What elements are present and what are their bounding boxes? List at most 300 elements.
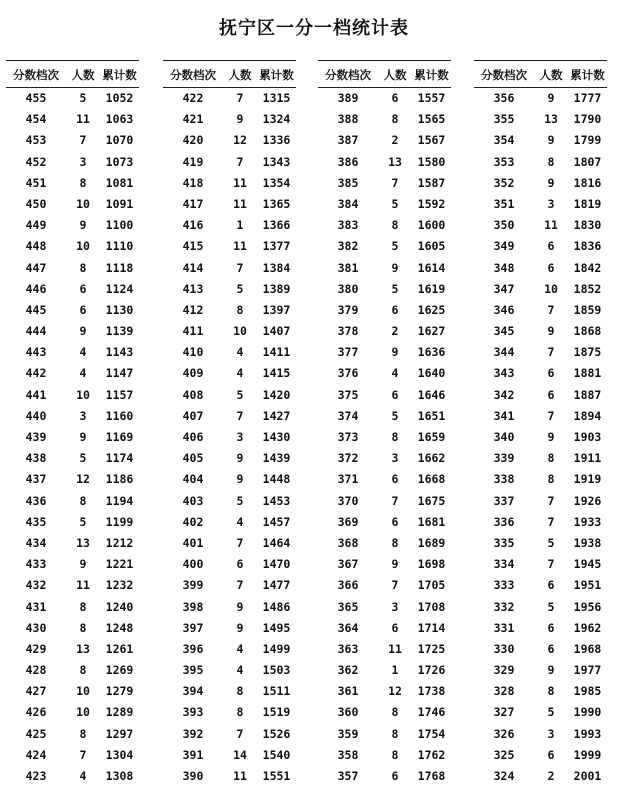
cell-score: 445 [25, 302, 47, 317]
cell-cumulative: 1881 [573, 366, 602, 381]
table-row [163, 152, 296, 173]
table-row [163, 554, 296, 575]
cell-count: 5 [236, 387, 244, 402]
cell-score: 420 [182, 133, 204, 148]
table-row [6, 427, 139, 448]
cell-score: 357 [337, 769, 359, 783]
cell-score: 452 [25, 154, 47, 169]
cell-count: 9 [236, 112, 244, 127]
cell-score: 403 [182, 493, 204, 508]
cell-score: 351 [493, 196, 515, 211]
cell-cumulative: 1951 [573, 578, 602, 593]
cell-count: 6 [391, 387, 399, 402]
cell-count: 7 [236, 154, 244, 169]
score-table-3 [318, 60, 451, 787]
cell-score: 428 [25, 663, 47, 678]
table-row [318, 385, 451, 406]
cell-cumulative: 1714 [417, 620, 446, 635]
table-row [318, 448, 451, 469]
cell-count: 8 [547, 154, 555, 169]
table-row [163, 512, 296, 533]
cell-score: 352 [493, 175, 515, 190]
cell-score: 402 [182, 514, 204, 529]
cell-cumulative: 1600 [417, 218, 446, 233]
cell-score: 340 [493, 430, 515, 444]
cell-count: 9 [236, 599, 244, 614]
table-row [318, 406, 451, 427]
table-row [474, 469, 607, 490]
cell-count: 11 [233, 175, 247, 190]
table-row [474, 533, 607, 554]
cell-count: 12 [76, 472, 90, 487]
cell-count: 9 [79, 557, 87, 572]
cell-count: 8 [79, 663, 87, 678]
cell-score: 439 [25, 430, 47, 444]
table-row [474, 152, 607, 173]
cell-score: 446 [25, 281, 47, 296]
cell-count: 5 [236, 493, 244, 508]
cell-count: 7 [547, 514, 555, 529]
table-row [163, 681, 296, 702]
cell-cumulative: 1169 [105, 430, 134, 444]
table-row [474, 427, 607, 448]
table-row [318, 300, 451, 321]
cell-cumulative: 1453 [262, 493, 291, 508]
cell-cumulative: 1675 [417, 493, 446, 508]
cell-score: 382 [337, 239, 359, 254]
cell-score: 398 [182, 599, 204, 614]
cell-cumulative: 1842 [573, 260, 602, 275]
cell-score: 392 [182, 726, 204, 741]
cell-score: 374 [337, 408, 359, 423]
cell-score: 326 [493, 726, 515, 741]
table-row [318, 554, 451, 575]
table-row [474, 194, 607, 215]
table-row [163, 533, 296, 554]
cell-score: 432 [25, 578, 47, 593]
cell-cumulative: 1448 [262, 472, 291, 487]
cell-cumulative: 1962 [573, 620, 602, 635]
cell-count: 6 [391, 514, 399, 529]
cell-score: 390 [182, 769, 204, 783]
cell-count: 11 [388, 641, 402, 656]
table-row [163, 469, 296, 490]
table-row [6, 512, 139, 533]
cell-score: 354 [493, 133, 515, 148]
cell-cumulative: 1836 [573, 239, 602, 254]
cell-cumulative: 1160 [105, 408, 134, 423]
table-row [474, 618, 607, 639]
cell-score: 395 [182, 663, 204, 678]
cell-count: 11 [233, 196, 247, 211]
cell-count: 13 [388, 154, 402, 169]
cell-cumulative: 1689 [417, 535, 446, 550]
table-row [163, 385, 296, 406]
cell-count: 5 [79, 514, 87, 529]
table-row [163, 130, 296, 151]
cell-count: 13 [76, 535, 90, 550]
cell-score: 371 [337, 472, 359, 487]
table-row [6, 342, 139, 363]
cell-cumulative: 1659 [417, 430, 446, 444]
table-row [318, 469, 451, 490]
cell-cumulative: 1365 [262, 196, 291, 211]
cell-score: 421 [182, 112, 204, 127]
cell-score: 453 [25, 133, 47, 148]
cell-cumulative: 1427 [262, 408, 291, 423]
cell-count: 9 [547, 324, 555, 339]
cell-count: 9 [391, 557, 399, 572]
table-row [6, 597, 139, 618]
cell-score: 327 [493, 705, 515, 720]
cell-count: 14 [233, 747, 247, 762]
cell-cumulative: 1130 [105, 302, 134, 317]
cell-cumulative: 1174 [105, 451, 134, 466]
table-row [163, 406, 296, 427]
cell-count: 6 [391, 91, 399, 105]
table-row [163, 491, 296, 512]
cell-count: 8 [391, 218, 399, 233]
cell-score: 437 [25, 472, 47, 487]
cell-score: 367 [337, 557, 359, 572]
cell-score: 394 [182, 684, 204, 699]
cell-score: 360 [337, 705, 359, 720]
cell-score: 368 [337, 535, 359, 550]
cell-score: 427 [25, 684, 47, 699]
cell-score: 454 [25, 112, 47, 127]
cell-count: 5 [391, 239, 399, 254]
table-row [6, 279, 139, 300]
table-row [318, 724, 451, 745]
cell-score: 372 [337, 451, 359, 466]
cell-cumulative: 1807 [573, 154, 602, 169]
cell-score: 426 [25, 705, 47, 720]
table-row [163, 321, 296, 342]
cell-cumulative: 1852 [573, 281, 602, 296]
cell-count: 7 [547, 557, 555, 572]
table-row [474, 766, 607, 787]
cell-count: 3 [236, 430, 244, 444]
table-row [163, 427, 296, 448]
cell-count: 6 [79, 302, 87, 317]
cell-count: 8 [391, 430, 399, 444]
cell-cumulative: 1587 [417, 175, 446, 190]
cell-score: 418 [182, 175, 204, 190]
cell-cumulative: 1859 [573, 302, 602, 317]
table-row [6, 109, 139, 130]
cell-count: 6 [547, 239, 555, 254]
cell-cumulative: 1324 [262, 112, 291, 127]
cell-cumulative: 1503 [262, 663, 291, 678]
table-row [6, 363, 139, 384]
cell-score: 376 [337, 366, 359, 381]
cell-score: 342 [493, 387, 515, 402]
cell-count: 1 [236, 218, 244, 233]
cell-score: 350 [493, 218, 515, 233]
cell-score: 424 [25, 747, 47, 762]
table-row [318, 342, 451, 363]
cell-count: 6 [547, 747, 555, 762]
cell-score: 366 [337, 578, 359, 593]
cell-cumulative: 1297 [105, 726, 134, 741]
cell-count: 11 [76, 112, 90, 127]
cell-count: 9 [79, 324, 87, 339]
cell-cumulative: 1470 [262, 557, 291, 572]
cell-count: 8 [391, 535, 399, 550]
cell-score: 329 [493, 663, 515, 678]
table-row [6, 639, 139, 660]
cell-count: 9 [236, 472, 244, 487]
cell-count: 8 [79, 620, 87, 635]
cell-cumulative: 1354 [262, 175, 291, 190]
cell-count: 7 [547, 345, 555, 360]
cell-count: 6 [391, 620, 399, 635]
cell-score: 419 [182, 154, 204, 169]
cell-cumulative: 1495 [262, 620, 291, 635]
cell-score: 455 [25, 91, 47, 105]
cell-count: 5 [547, 599, 555, 614]
cell-cumulative: 1186 [105, 472, 134, 487]
cell-score: 386 [337, 154, 359, 169]
cell-cumulative: 1894 [573, 408, 602, 423]
cell-score: 349 [493, 239, 515, 254]
cell-score: 401 [182, 535, 204, 550]
cell-cumulative: 1985 [573, 684, 602, 699]
cell-cumulative: 1662 [417, 451, 446, 466]
table-row [163, 279, 296, 300]
cell-score: 448 [25, 239, 47, 254]
cell-count: 7 [236, 260, 244, 275]
table-row [318, 215, 451, 236]
cell-cumulative: 1725 [417, 641, 446, 656]
cell-count: 3 [79, 154, 87, 169]
cell-score: 451 [25, 175, 47, 190]
cell-cumulative: 1199 [105, 514, 134, 529]
cell-cumulative: 1464 [262, 535, 291, 550]
cell-cumulative: 1956 [573, 599, 602, 614]
cell-cumulative: 1407 [262, 324, 291, 339]
table-row [6, 745, 139, 766]
page-title: 抚宁区一分一档统计表 [219, 18, 409, 39]
table-row [163, 575, 296, 596]
header-score: 分数档次 [481, 68, 527, 82]
cell-count: 9 [236, 620, 244, 635]
cell-score: 355 [493, 112, 515, 127]
table-row [474, 342, 607, 363]
cell-score: 336 [493, 514, 515, 529]
cell-count: 4 [79, 345, 87, 360]
cell-count: 6 [391, 769, 399, 783]
cell-count: 8 [79, 493, 87, 508]
cell-score: 396 [182, 641, 204, 656]
cell-cumulative: 1681 [417, 514, 446, 529]
table-row [474, 300, 607, 321]
cell-cumulative: 1790 [573, 112, 602, 127]
cell-score: 325 [493, 747, 515, 762]
cell-score: 348 [493, 260, 515, 275]
cell-count: 2 [391, 324, 399, 339]
cell-score: 335 [493, 535, 515, 550]
cell-count: 6 [391, 472, 399, 487]
cell-score: 346 [493, 302, 515, 317]
cell-score: 444 [25, 324, 47, 339]
table-row [6, 554, 139, 575]
cell-score: 345 [493, 324, 515, 339]
cell-score: 431 [25, 599, 47, 614]
cell-score: 450 [25, 196, 47, 211]
table-row [474, 385, 607, 406]
cell-cumulative: 1926 [573, 493, 602, 508]
cell-cumulative: 1143 [105, 345, 134, 360]
cell-cumulative: 1768 [417, 769, 446, 783]
cell-cumulative: 1124 [105, 281, 134, 296]
cell-cumulative: 1868 [573, 324, 602, 339]
cell-count: 9 [236, 451, 244, 466]
cell-cumulative: 1919 [573, 472, 602, 487]
cell-cumulative: 2001 [573, 769, 602, 783]
cell-cumulative: 1477 [262, 578, 291, 593]
cell-cumulative: 1911 [573, 451, 602, 466]
table-row [474, 554, 607, 575]
cell-cumulative: 1315 [262, 91, 291, 105]
score-table-1 [6, 60, 139, 787]
cell-score: 347 [493, 281, 515, 296]
cell-cumulative: 1754 [417, 726, 446, 741]
cell-cumulative: 1651 [417, 408, 446, 423]
cell-count: 6 [547, 260, 555, 275]
header-count: 人数 [539, 68, 563, 82]
cell-cumulative: 1081 [105, 175, 134, 190]
header-count: 人数 [71, 68, 95, 82]
cell-count: 8 [391, 705, 399, 720]
cell-score: 388 [337, 112, 359, 127]
cell-count: 9 [547, 91, 555, 105]
cell-score: 436 [25, 493, 47, 508]
cell-score: 356 [493, 91, 515, 105]
cell-score: 433 [25, 557, 47, 572]
cell-count: 5 [547, 535, 555, 550]
cell-count: 7 [79, 747, 87, 762]
cell-count: 11 [76, 578, 90, 593]
table-row [474, 681, 607, 702]
cell-score: 359 [337, 726, 359, 741]
cell-score: 405 [182, 451, 204, 466]
table-row [474, 279, 607, 300]
table-row [163, 258, 296, 279]
cell-count: 6 [547, 387, 555, 402]
cell-count: 9 [391, 260, 399, 275]
cell-score: 425 [25, 726, 47, 741]
table-row [6, 766, 139, 787]
cell-cumulative: 1118 [105, 260, 134, 275]
table-row [6, 88, 139, 109]
header-cumulative: 累计数 [414, 68, 449, 82]
table-row [318, 660, 451, 681]
header-cumulative: 累计数 [259, 68, 294, 82]
cell-cumulative: 1486 [262, 599, 291, 614]
cell-score: 407 [182, 408, 204, 423]
cell-cumulative: 1551 [262, 769, 291, 783]
cell-count: 5 [547, 705, 555, 720]
cell-cumulative: 1336 [262, 133, 291, 148]
cell-score: 330 [493, 641, 515, 656]
cell-count: 7 [236, 578, 244, 593]
table-row [474, 745, 607, 766]
cell-count: 2 [547, 769, 555, 783]
cell-count: 6 [547, 620, 555, 635]
table-row [163, 660, 296, 681]
cell-score: 343 [493, 366, 515, 381]
table-row [474, 724, 607, 745]
cell-count: 8 [79, 260, 87, 275]
cell-score: 334 [493, 557, 515, 572]
table-row [163, 173, 296, 194]
table-row [318, 152, 451, 173]
cell-count: 4 [79, 366, 87, 381]
cell-count: 12 [233, 133, 247, 148]
cell-count: 7 [79, 133, 87, 148]
cell-cumulative: 1903 [573, 430, 602, 444]
cell-count: 8 [547, 684, 555, 699]
cell-cumulative: 1646 [417, 387, 446, 402]
cell-count: 12 [388, 684, 402, 699]
table-row [6, 236, 139, 257]
cell-count: 8 [236, 684, 244, 699]
cell-cumulative: 1269 [105, 663, 134, 678]
cell-cumulative: 1439 [262, 451, 291, 466]
table-row [474, 321, 607, 342]
cell-score: 393 [182, 705, 204, 720]
cell-cumulative: 1968 [573, 641, 602, 656]
cell-count: 9 [547, 663, 555, 678]
cell-count: 11 [544, 218, 558, 233]
table-row [474, 448, 607, 469]
cell-cumulative: 1636 [417, 345, 446, 360]
cell-count: 2 [391, 133, 399, 148]
cell-count: 5 [79, 451, 87, 466]
cell-count: 8 [547, 472, 555, 487]
cell-score: 442 [25, 366, 47, 381]
cell-count: 6 [547, 366, 555, 381]
cell-cumulative: 1977 [573, 663, 602, 678]
cell-score: 397 [182, 620, 204, 635]
cell-cumulative: 1304 [105, 747, 134, 762]
cell-score: 333 [493, 578, 515, 593]
cell-cumulative: 1261 [105, 641, 134, 656]
header-cumulative: 累计数 [102, 68, 137, 82]
header-score: 分数档次 [170, 68, 216, 82]
cell-count: 8 [236, 705, 244, 720]
cell-count: 5 [391, 408, 399, 423]
cell-cumulative: 1777 [573, 91, 602, 105]
cell-cumulative: 1999 [573, 747, 602, 762]
cell-count: 3 [547, 726, 555, 741]
cell-cumulative: 1063 [105, 112, 134, 127]
cell-cumulative: 1565 [417, 112, 446, 127]
cell-score: 375 [337, 387, 359, 402]
table-row [6, 469, 139, 490]
cell-count: 13 [544, 112, 558, 127]
table-row [318, 597, 451, 618]
table-row [163, 363, 296, 384]
cell-cumulative: 1279 [105, 684, 134, 699]
score-tables [6, 60, 624, 794]
table-row [163, 766, 296, 787]
table-row [318, 681, 451, 702]
table-row [6, 406, 139, 427]
cell-score: 344 [493, 345, 515, 360]
cell-count: 5 [391, 281, 399, 296]
